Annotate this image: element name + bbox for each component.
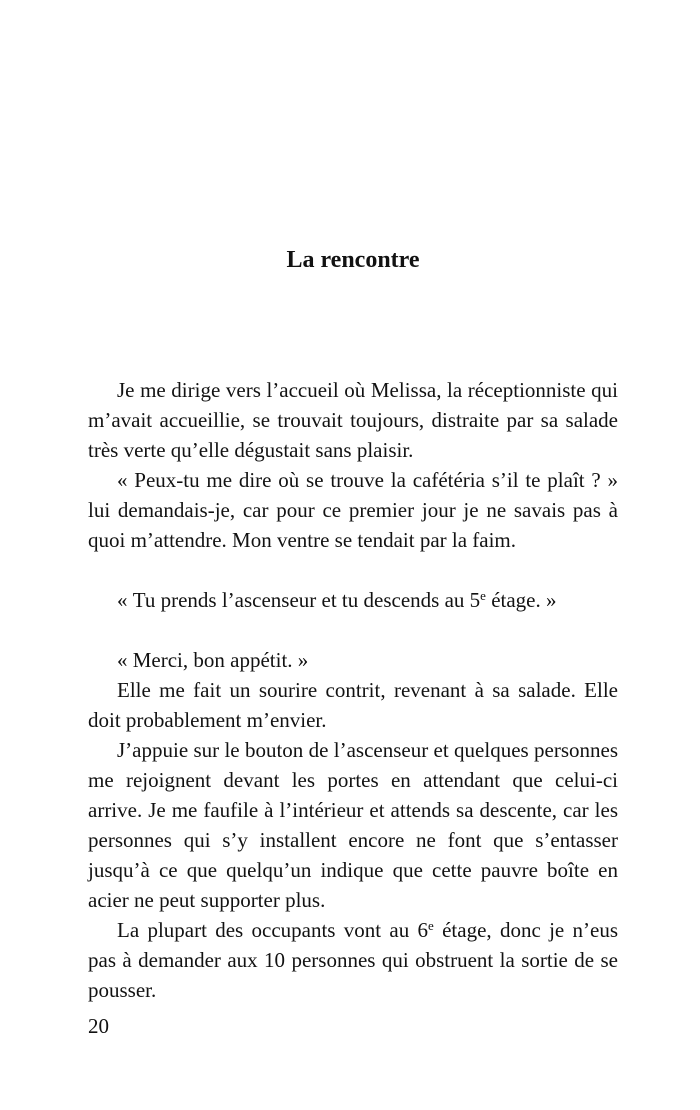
text-segment: étage, donc je n’eus pas à demander aux 10 personnes qui obstruent la sortie de se pousser. — [88, 918, 619, 1002]
text-block — [0, 375, 700, 1005]
chapter-title: La rencontre — [286, 247, 420, 273]
paragraph-occupants — [88, 915, 618, 1005]
ordinal-superscript: e — [428, 918, 434, 933]
text-segment: J’appuie sur le bouton de l’ascenseur et quelques personnes me rejoignent devant les portes en attendant que celui-ci arrive. Je me faufile à l’intérieur et attends sa descente, car les personnes qui s’y installent encore ne font que s’entasser jusqu’à ce que quelqu’un indique que cette pauvre boîte en acier ne peut supporter plus. — [88, 738, 618, 912]
paragraph-bouton-ascenseur — [88, 735, 618, 915]
page-number: 20 — [88, 1014, 109, 1038]
text-segment: « Tu prends l’ascenseur et tu descends au 5 — [117, 588, 481, 612]
paragraph-question-cafeteria — [88, 465, 618, 555]
text-segment: Elle me fait un sourire contrit, revenant à sa salade. Elle doit probablement m’envier. — [88, 678, 618, 732]
dialogue-merci — [88, 645, 618, 675]
text-segment: La plupart des occupants vont au 6 — [117, 918, 429, 942]
ordinal-superscript: e — [480, 588, 486, 603]
text-segment: « Merci, bon appétit. » — [117, 648, 309, 672]
text-segment: « Peux-tu me dire où se trouve la cafétéria s’il te plaît ? » lui demandais-je, car pour ce premier jour je ne savais pas à quoi m’attendre. Mon ventre se tendait par la faim. — [88, 468, 618, 552]
paragraph-sourire — [88, 675, 618, 735]
paragraph-accueil — [88, 375, 618, 465]
text-segment: étage. » — [485, 588, 557, 612]
dialogue-ascenseur — [88, 585, 618, 615]
text-segment: Je me dirige vers l’accueil où Melissa, la réceptionniste qui m’avait accueillie, se trouvait toujours, distraite par sa salade très verte qu’elle dégustait sans plaisir. — [88, 378, 618, 462]
